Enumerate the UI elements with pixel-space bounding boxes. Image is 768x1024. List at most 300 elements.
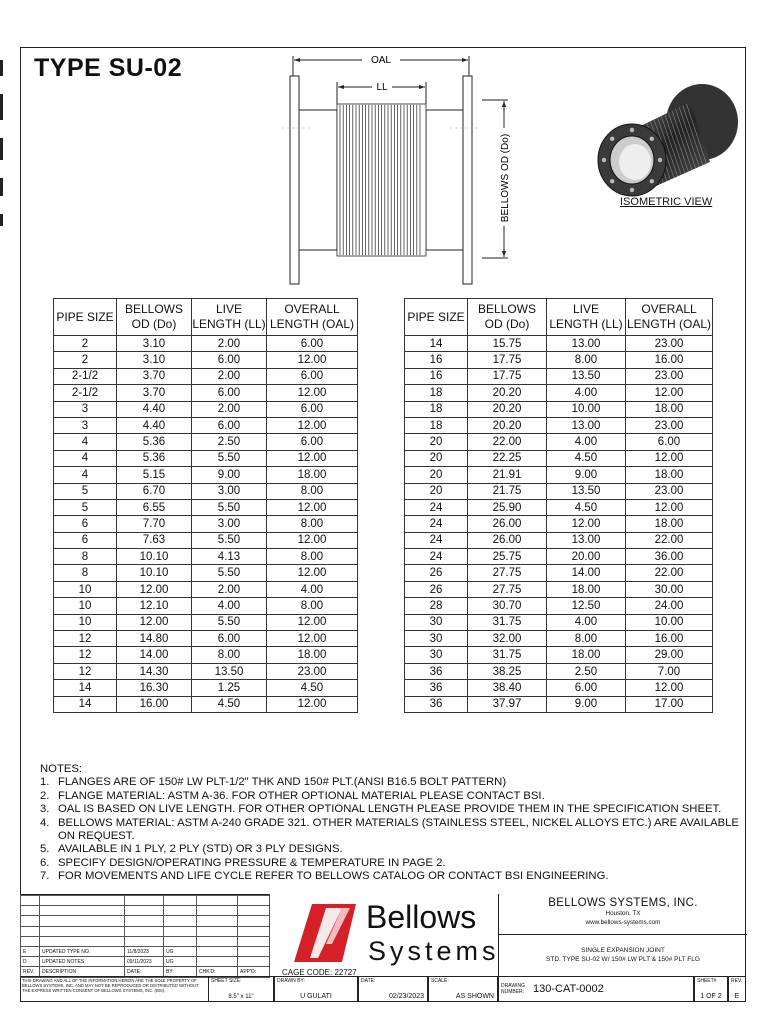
- cell-live-length: 12.50: [547, 598, 626, 614]
- note-item: [40, 803, 740, 816]
- cell-pipe-size: 4: [54, 467, 117, 483]
- cell-bellows-od: 32.00: [468, 631, 547, 647]
- cell-pipe-size: 12: [54, 663, 117, 679]
- cell-pipe-size: 10: [54, 598, 117, 614]
- cell-pipe-size: 20: [405, 467, 468, 483]
- table-row: [54, 385, 358, 401]
- cell-pipe-size: 14: [54, 680, 117, 696]
- cell-live-length: 4.13: [192, 549, 267, 565]
- table-row: [405, 401, 713, 417]
- cell-bellows-od: 7.70: [117, 516, 192, 532]
- cell-bellows-od: 5.36: [117, 450, 192, 466]
- cell-bellows-od: 3.10: [117, 352, 192, 368]
- cell-pipe-size: 5: [54, 483, 117, 499]
- date-label: DATE:: [361, 978, 376, 984]
- cell-bellows-od: 37.97: [468, 696, 547, 712]
- cell-live-length: 13.00: [547, 532, 626, 548]
- rev-value: E: [734, 993, 740, 1000]
- rev-description: UPDATED NOTES: [40, 957, 125, 967]
- table-row: [54, 549, 358, 565]
- table-row: [54, 663, 358, 679]
- cell-overall-length: 10.00: [626, 614, 713, 630]
- od-label: BELLOWS OD (Do): [500, 133, 511, 223]
- company-website: www.bellows-systems.com: [585, 919, 661, 926]
- cell-pipe-size: 18: [405, 385, 468, 401]
- cell-overall-length: 22.00: [626, 565, 713, 581]
- cell-overall-length: 23.00: [267, 663, 358, 679]
- table-row: [54, 516, 358, 532]
- table-row: [54, 336, 358, 352]
- table-row: [54, 565, 358, 581]
- note-text: FLANGES ARE OF 150# LW PLT-1/2" THK AND 150# PLT.(ANSI B16.5 BOLT PATTERN): [58, 776, 507, 789]
- isometric-view-image: [590, 82, 750, 197]
- cell-live-length: 2.00: [192, 581, 267, 597]
- cell-pipe-size: 8: [54, 565, 117, 581]
- cell-pipe-size: 18: [405, 401, 468, 417]
- table-row: [54, 680, 358, 696]
- revision-row: [21, 957, 270, 967]
- cell-bellows-od: 6.55: [117, 499, 192, 515]
- table-row: [54, 401, 358, 417]
- table-row: [405, 336, 713, 352]
- rev-header-date: DATE:: [125, 967, 164, 977]
- cell-live-length: 2.00: [192, 368, 267, 384]
- cell-live-length: 4.00: [192, 598, 267, 614]
- scale-value: AS SHOWN: [455, 993, 494, 1000]
- cell-live-length: 4.00: [547, 385, 626, 401]
- drawing-title-line1: SINGLE EXPANSION JOINT: [581, 947, 665, 954]
- cell-bellows-od: 16.00: [117, 696, 192, 712]
- cell-bellows-od: 15.75: [468, 336, 547, 352]
- cell-live-length: 9.00: [547, 467, 626, 483]
- cell-live-length: 4.00: [547, 614, 626, 630]
- rev-date: 11/8/2023: [125, 946, 164, 956]
- cell-live-length: 18.00: [547, 647, 626, 663]
- drawn-by-label: DRAWN BY:: [277, 978, 305, 984]
- cell-overall-length: 8.00: [267, 549, 358, 565]
- rev-cell: [728, 976, 746, 1002]
- rev-header-chkd: CHK'D:: [197, 967, 238, 977]
- cell-bellows-od: 27.75: [468, 581, 547, 597]
- cell-overall-length: 12.00: [626, 385, 713, 401]
- cell-pipe-size: 24: [405, 499, 468, 515]
- table-row: [54, 614, 358, 630]
- note-text: FOR MOVEMENTS AND LIFE CYCLE REFER TO BELLOWS CATALOG OR CONTACT BSI ENGINEERING.: [58, 870, 609, 883]
- cell-pipe-size: 36: [405, 680, 468, 696]
- logo-word-bellows: Bellows: [366, 899, 477, 935]
- cell-bellows-od: 22.25: [468, 450, 547, 466]
- cell-live-length: 5.50: [192, 532, 267, 548]
- note-item: [40, 857, 740, 870]
- cell-bellows-od: 4.40: [117, 417, 192, 433]
- sheet-number-value: 1 OF 2: [700, 993, 722, 1000]
- header-live-length: LIVE LENGTH (LL): [547, 299, 626, 336]
- cell-bellows-od: 20.20: [468, 401, 547, 417]
- cell-live-length: 5.50: [192, 499, 267, 515]
- cell-overall-length: 12.00: [267, 450, 358, 466]
- rev-header-desc: DESCRIPTION: [40, 967, 125, 977]
- cell-pipe-size: 3: [54, 417, 117, 433]
- note-number: 1.: [40, 776, 50, 789]
- table-row: [54, 499, 358, 515]
- scale-label: SCALE:: [431, 978, 449, 984]
- cell-pipe-size: 3: [54, 401, 117, 417]
- table-row: [405, 549, 713, 565]
- cell-pipe-size: 4: [54, 434, 117, 450]
- cell-live-length: 5.50: [192, 565, 267, 581]
- cell-pipe-size: 6: [54, 532, 117, 548]
- cell-bellows-od: 26.00: [468, 516, 547, 532]
- cell-live-length: 13.50: [192, 663, 267, 679]
- sheet-size-cell: [208, 976, 274, 1002]
- cell-bellows-od: 22.00: [468, 434, 547, 450]
- cell-overall-length: 16.00: [626, 631, 713, 647]
- table-row: [405, 631, 713, 647]
- drawn-by-value: U GULATI: [300, 993, 332, 1000]
- cell-live-length: 20.00: [547, 549, 626, 565]
- cell-live-length: 1.25: [192, 680, 267, 696]
- drawing-number-label1: DRAWING: [501, 983, 525, 989]
- note-number: 6.: [40, 856, 50, 869]
- cell-overall-length: 12.00: [267, 565, 358, 581]
- cell-pipe-size: 24: [405, 516, 468, 532]
- table-row: [405, 352, 713, 368]
- cell-live-length: 4.50: [547, 450, 626, 466]
- header-pipe-size: PIPE SIZE: [405, 299, 468, 336]
- cell-overall-length: 6.00: [267, 401, 358, 417]
- cell-pipe-size: 24: [405, 549, 468, 565]
- note-number: 7.: [40, 870, 50, 883]
- cell-pipe-size: 36: [405, 696, 468, 712]
- cell-overall-length: 8.00: [267, 483, 358, 499]
- note-text: AVAILABLE IN 1 PLY, 2 PLY (STD) OR 3 PLY DESIGNS.: [58, 843, 343, 856]
- cell-pipe-size: 18: [405, 417, 468, 433]
- table-row: [54, 581, 358, 597]
- cell-live-length: 5.50: [192, 614, 267, 630]
- cell-pipe-size: 16: [405, 368, 468, 384]
- cell-bellows-od: 16.30: [117, 680, 192, 696]
- company-city: Houston, TX: [605, 910, 641, 917]
- note-number: 3.: [40, 803, 50, 816]
- cell-overall-length: 30.00: [626, 581, 713, 597]
- cell-live-length: 2.50: [192, 434, 267, 450]
- note-item: [40, 870, 740, 883]
- cell-overall-length: 12.00: [626, 680, 713, 696]
- revision-table: [20, 894, 270, 977]
- cell-overall-length: 12.00: [267, 532, 358, 548]
- cell-live-length: 3.00: [192, 483, 267, 499]
- header-live-length: LIVE LENGTH (LL): [192, 299, 267, 336]
- spec-table-left: [53, 298, 358, 713]
- rev-date: 09/11/2023: [125, 957, 164, 967]
- cell-overall-length: 6.00: [267, 336, 358, 352]
- note-item: [40, 817, 740, 844]
- cell-live-length: 6.00: [192, 631, 267, 647]
- table-row: [405, 516, 713, 532]
- cell-overall-length: 18.00: [626, 467, 713, 483]
- table-row: [405, 532, 713, 548]
- date-cell: [358, 976, 428, 1002]
- cell-bellows-od: 20.20: [468, 385, 547, 401]
- cell-live-length: 4.50: [192, 696, 267, 712]
- table-row: [405, 565, 713, 581]
- table-row: [405, 385, 713, 401]
- sheet-size-label: SHEET SIZE:: [211, 978, 242, 984]
- cell-bellows-od: 31.75: [468, 647, 547, 663]
- side-view-drawing: [282, 48, 522, 288]
- sheet-size-value: 8.5" x 11": [228, 994, 254, 1000]
- table-header-row: [405, 299, 713, 336]
- cell-bellows-od: 25.90: [468, 499, 547, 515]
- cell-pipe-size: 12: [54, 631, 117, 647]
- cell-bellows-od: 27.75: [468, 565, 547, 581]
- note-number: 4.: [40, 816, 50, 829]
- cell-pipe-size: 12: [54, 647, 117, 663]
- rev-label: REV.: [731, 978, 743, 984]
- note-item: [40, 843, 740, 856]
- bellows-systems-logo: [282, 894, 502, 970]
- cell-bellows-od: 17.75: [468, 352, 547, 368]
- ll-label: LL: [376, 82, 388, 93]
- table-row: [54, 450, 358, 466]
- rev-header-appd: APP'D:: [238, 967, 270, 977]
- cell-overall-length: 12.00: [626, 499, 713, 515]
- cell-bellows-od: 14.80: [117, 631, 192, 647]
- cell-pipe-size: 8: [54, 549, 117, 565]
- table-row: [54, 631, 358, 647]
- cage-code: CAGE CODE: 22727: [282, 968, 357, 977]
- cell-pipe-size: 30: [405, 631, 468, 647]
- cell-bellows-od: 5.36: [117, 434, 192, 450]
- cell-overall-length: 16.00: [626, 352, 713, 368]
- cell-bellows-od: 5.15: [117, 467, 192, 483]
- drawing-number-cell: [498, 976, 694, 1002]
- cell-bellows-od: 3.70: [117, 385, 192, 401]
- rev-letter: E: [21, 946, 40, 956]
- table-row: [405, 696, 713, 712]
- cell-overall-length: 6.00: [267, 368, 358, 384]
- cell-bellows-od: 25.75: [468, 549, 547, 565]
- table-row: [405, 680, 713, 696]
- cell-bellows-od: 10.10: [117, 549, 192, 565]
- cell-pipe-size: 30: [405, 647, 468, 663]
- note-text: FLANGE MATERIAL: ASTM A-36. FOR OTHER OPTIONAL MATERIAL PLEASE CONTACT BSI.: [58, 789, 545, 802]
- cell-live-length: 5.50: [192, 450, 267, 466]
- cell-bellows-od: 14.30: [117, 663, 192, 679]
- table-row: [405, 483, 713, 499]
- cell-pipe-size: 30: [405, 614, 468, 630]
- cell-pipe-size: 10: [54, 614, 117, 630]
- cell-live-length: 2.00: [192, 336, 267, 352]
- table-row: [405, 499, 713, 515]
- note-text: BELLOWS MATERIAL: ASTM A-240 GRADE 321. OTHER MATERIALS (STAINLESS STEEL, NICKEL ALLOYS ETC.) ARE AVAILABLE ON REQUEST.: [58, 816, 739, 843]
- isometric-view-label: ISOMETRIC VIEW: [620, 196, 713, 208]
- cell-bellows-od: 12.00: [117, 614, 192, 630]
- header-bellows-od: BELLOWS OD (Do): [468, 299, 547, 336]
- table-row: [405, 417, 713, 433]
- cell-overall-length: 12.00: [626, 450, 713, 466]
- header-overall-length: OVERALL LENGTH (OAL): [626, 299, 713, 336]
- table-row: [405, 368, 713, 384]
- cell-pipe-size: 20: [405, 434, 468, 450]
- cell-live-length: 12.00: [547, 516, 626, 532]
- cell-bellows-od: 12.10: [117, 598, 192, 614]
- table-row: [54, 598, 358, 614]
- cell-pipe-size: 2-1/2: [54, 368, 117, 384]
- cell-live-length: 2.00: [192, 401, 267, 417]
- cell-pipe-size: 4: [54, 450, 117, 466]
- spec-table-right: [404, 298, 713, 713]
- cell-overall-length: 18.00: [267, 647, 358, 663]
- revision-row: [21, 946, 270, 956]
- oal-label: OAL: [370, 55, 392, 66]
- cell-live-length: 4.00: [547, 434, 626, 450]
- cell-overall-length: 23.00: [626, 417, 713, 433]
- sheet-number-label: SHEET#: [697, 978, 717, 984]
- cell-overall-length: 23.00: [626, 483, 713, 499]
- cell-overall-length: 23.00: [626, 336, 713, 352]
- cell-pipe-size: 2: [54, 336, 117, 352]
- cell-overall-length: 6.00: [626, 434, 713, 450]
- rev-header-rev: REV.: [21, 967, 40, 977]
- cell-bellows-od: 38.25: [468, 663, 547, 679]
- note-text: OAL IS BASED ON LIVE LENGTH. FOR OTHER OPTIONAL LENGTH PLEASE PROVIDE THEM IN THE SPECIFICATION SHEET.: [58, 803, 722, 816]
- cell-live-length: 3.00: [192, 516, 267, 532]
- cell-pipe-size: 2: [54, 352, 117, 368]
- cell-overall-length: 7.00: [626, 663, 713, 679]
- cell-live-length: 6.00: [192, 352, 267, 368]
- cell-overall-length: 18.00: [626, 516, 713, 532]
- cell-pipe-size: 28: [405, 598, 468, 614]
- cell-live-length: 2.50: [547, 663, 626, 679]
- cell-overall-length: 36.00: [626, 549, 713, 565]
- cell-pipe-size: 6: [54, 516, 117, 532]
- cell-live-length: 8.00: [547, 352, 626, 368]
- cell-overall-length: 29.00: [626, 647, 713, 663]
- note-number: 2.: [40, 789, 50, 802]
- cell-overall-length: 4.00: [267, 581, 358, 597]
- table-row: [405, 663, 713, 679]
- notes-heading: NOTES:: [40, 763, 83, 775]
- rev-header-by: BY:: [164, 967, 197, 977]
- cell-live-length: 13.50: [547, 368, 626, 384]
- table-row: [54, 483, 358, 499]
- cell-pipe-size: 24: [405, 532, 468, 548]
- drawing-number-value: 130-CAT-0002: [533, 983, 604, 995]
- drawn-by-cell: [274, 976, 358, 1002]
- cell-live-length: 4.50: [547, 499, 626, 515]
- drawing-title-line2: STD. TYPE SU-02 W/ 150# LW PLT & 150# PLT FLG: [546, 956, 700, 963]
- note-item: [40, 790, 740, 803]
- header-pipe-size: PIPE SIZE: [54, 299, 117, 336]
- cell-live-length: 13.50: [547, 483, 626, 499]
- cell-pipe-size: 5: [54, 499, 117, 515]
- table-row: [54, 696, 358, 712]
- cell-pipe-size: 16: [405, 352, 468, 368]
- cell-pipe-size: 20: [405, 450, 468, 466]
- rev-by: UG: [164, 946, 197, 956]
- cell-live-length: 18.00: [547, 581, 626, 597]
- cell-bellows-od: 10.10: [117, 565, 192, 581]
- cell-overall-length: 22.00: [626, 532, 713, 548]
- cell-bellows-od: 20.20: [468, 417, 547, 433]
- cell-live-length: 6.00: [192, 385, 267, 401]
- cell-overall-length: 18.00: [626, 401, 713, 417]
- table-row: [54, 368, 358, 384]
- page-title: TYPE SU-02: [34, 54, 183, 82]
- logo-word-systems: Systems: [368, 936, 500, 966]
- cell-live-length: 8.00: [192, 647, 267, 663]
- cell-overall-length: 6.00: [267, 434, 358, 450]
- table-row: [54, 417, 358, 433]
- cell-live-length: 6.00: [547, 680, 626, 696]
- cell-overall-length: 4.50: [267, 680, 358, 696]
- cell-pipe-size: 20: [405, 483, 468, 499]
- cell-overall-length: 12.00: [267, 417, 358, 433]
- edge-marks: [0, 60, 6, 244]
- cell-pipe-size: 36: [405, 663, 468, 679]
- note-item: [40, 776, 740, 789]
- table-row: [405, 598, 713, 614]
- cell-pipe-size: 14: [405, 336, 468, 352]
- cell-pipe-size: 10: [54, 581, 117, 597]
- cell-pipe-size: 26: [405, 565, 468, 581]
- title-block: [20, 894, 746, 1002]
- company-name: BELLOWS SYSTEMS, INC.: [548, 897, 698, 909]
- cell-bellows-od: 3.70: [117, 368, 192, 384]
- cell-overall-length: 12.00: [267, 352, 358, 368]
- table-row: [405, 434, 713, 450]
- cell-overall-length: 12.00: [267, 499, 358, 515]
- cell-overall-length: 17.00: [626, 696, 713, 712]
- cell-bellows-od: 30.70: [468, 598, 547, 614]
- cell-overall-length: 12.00: [267, 696, 358, 712]
- cell-bellows-od: 7.63: [117, 532, 192, 548]
- table-row: [405, 450, 713, 466]
- cell-overall-length: 12.00: [267, 385, 358, 401]
- cell-live-length: 13.00: [547, 417, 626, 433]
- table-row: [54, 434, 358, 450]
- drawing-title-block: [498, 934, 747, 976]
- cell-overall-length: 12.00: [267, 614, 358, 630]
- cell-bellows-od: 17.75: [468, 368, 547, 384]
- note-number: 5.: [40, 843, 50, 856]
- cell-overall-length: 23.00: [626, 368, 713, 384]
- scale-cell: [428, 976, 498, 1002]
- cell-bellows-od: 3.10: [117, 336, 192, 352]
- cell-bellows-od: 21.75: [468, 483, 547, 499]
- table-row: [405, 467, 713, 483]
- cell-bellows-od: 38.40: [468, 680, 547, 696]
- table-row: [54, 647, 358, 663]
- sheet-number-cell: [694, 976, 728, 1002]
- cell-overall-length: 8.00: [267, 598, 358, 614]
- cell-live-length: 14.00: [547, 565, 626, 581]
- rev-by: UG: [164, 957, 197, 967]
- note-text: SPECIFY DESIGN/OPERATING PRESSURE & TEMPERATURE IN PAGE 2.: [58, 856, 446, 869]
- cell-live-length: 6.00: [192, 417, 267, 433]
- cell-bellows-od: 4.40: [117, 401, 192, 417]
- company-block: [498, 894, 747, 935]
- cell-bellows-od: 31.75: [468, 614, 547, 630]
- cell-live-length: 9.00: [192, 467, 267, 483]
- cell-overall-length: 8.00: [267, 516, 358, 532]
- proprietary-notice: THIS DRAWING AND ALL OF THE INFORMATION HEREIN ARE THE SOLE PROPERTY OF BELLOWS SYSTEMS, INC. AND MAY NOT BE REPRODUCED OR DISTRIBUTED WITHOUT THE EXPRESS WRITTEN CONSENT OF BELLOWS SYSTEMS, INC. (BSI).: [20, 976, 208, 1002]
- cell-bellows-od: 21.91: [468, 467, 547, 483]
- date-value: 02/23/2023: [388, 993, 424, 1000]
- cell-overall-length: 18.00: [267, 467, 358, 483]
- rev-description: UPDATED TYPE NO.: [40, 946, 125, 956]
